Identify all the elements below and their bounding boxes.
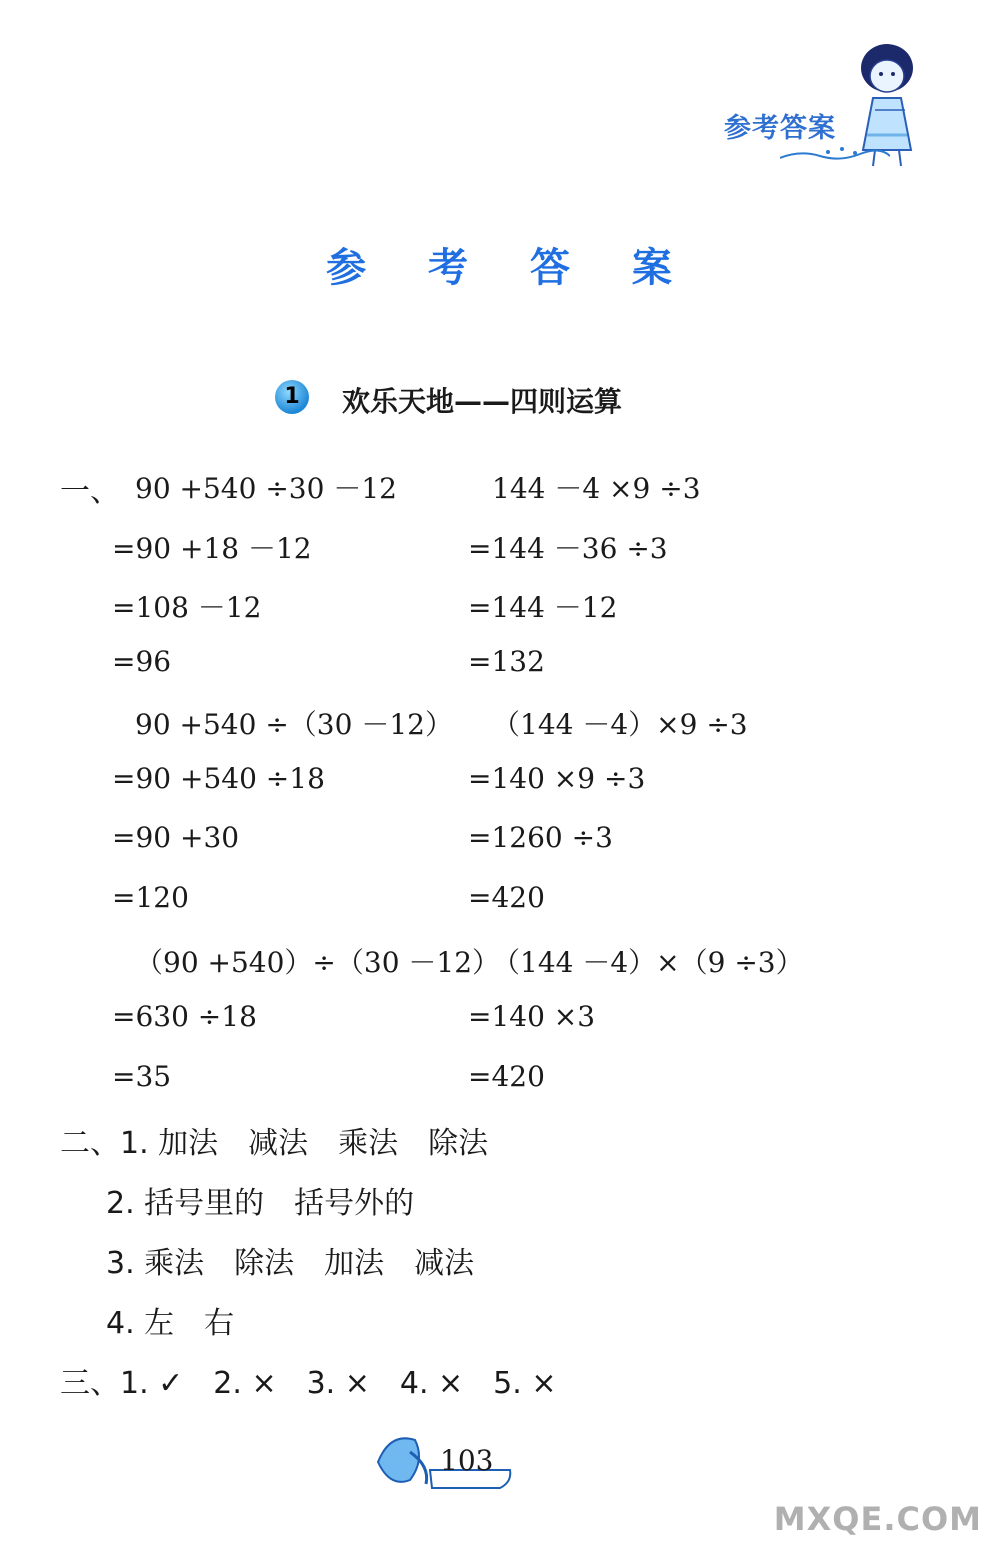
q1-left-line: =108 －12 bbox=[112, 591, 262, 624]
q1-right-line: =140 ×3 bbox=[468, 1000, 596, 1033]
section-number-badge: 1 bbox=[275, 380, 309, 414]
q1-left-line: =96 bbox=[112, 645, 172, 678]
section-title: 欢乐天地——四则运算 bbox=[342, 385, 623, 418]
q1-left-line: =120 bbox=[112, 881, 189, 914]
q1-right-line: =132 bbox=[468, 645, 545, 678]
q1-left-line: =90 +30 bbox=[112, 821, 240, 854]
q1-right-line: =420 bbox=[468, 881, 545, 914]
q1-right-line: =144 －12 bbox=[468, 591, 618, 624]
q1-right-line: （144 －4）×（9 ÷3） bbox=[492, 946, 804, 979]
q1-right-line: =420 bbox=[468, 1060, 545, 1093]
q1-label: 一、 bbox=[60, 474, 120, 509]
q1-left-line: （90 +540）÷（30 －12） bbox=[135, 946, 501, 979]
q1-left-line: 90 +540 ÷（30 －12） bbox=[135, 708, 453, 741]
q2-line: 4. 左 右 bbox=[106, 1306, 235, 1341]
header-tag: 参考答案 bbox=[724, 113, 836, 144]
q1-left-line: 90 +540 ÷30 －12 bbox=[135, 472, 397, 505]
q2-line: 二、1. 加法 减法 乘法 除法 bbox=[60, 1126, 489, 1161]
page-number: 103 bbox=[440, 1444, 494, 1477]
q2-line: 2. 括号里的 括号外的 bbox=[106, 1186, 415, 1221]
q2-line: 3. 乘法 除法 加法 减法 bbox=[106, 1246, 475, 1281]
q1-right-line: （144 －4）×9 ÷3 bbox=[492, 708, 748, 741]
q1-left-line: =630 ÷18 bbox=[112, 1000, 257, 1033]
q1-right-line: =1260 ÷3 bbox=[468, 821, 613, 854]
q1-right-line: =144 －36 ÷3 bbox=[468, 532, 668, 565]
q1-left-line: =35 bbox=[112, 1060, 172, 1093]
watermark: MXQE.COM bbox=[773, 1500, 982, 1538]
q3-line: 三、1. ✓ 2. × 3. × 4. × 5. × bbox=[60, 1366, 557, 1401]
page-title: 参 考 答 案 bbox=[326, 245, 696, 291]
q1-left-line: =90 +540 ÷18 bbox=[112, 762, 325, 795]
grass-decoration bbox=[780, 140, 890, 165]
q1-right-line: =140 ×9 ÷3 bbox=[468, 762, 646, 795]
q1-right-line: 144 －4 ×9 ÷3 bbox=[492, 472, 701, 505]
q1-left-line: =90 +18 －12 bbox=[112, 532, 312, 565]
